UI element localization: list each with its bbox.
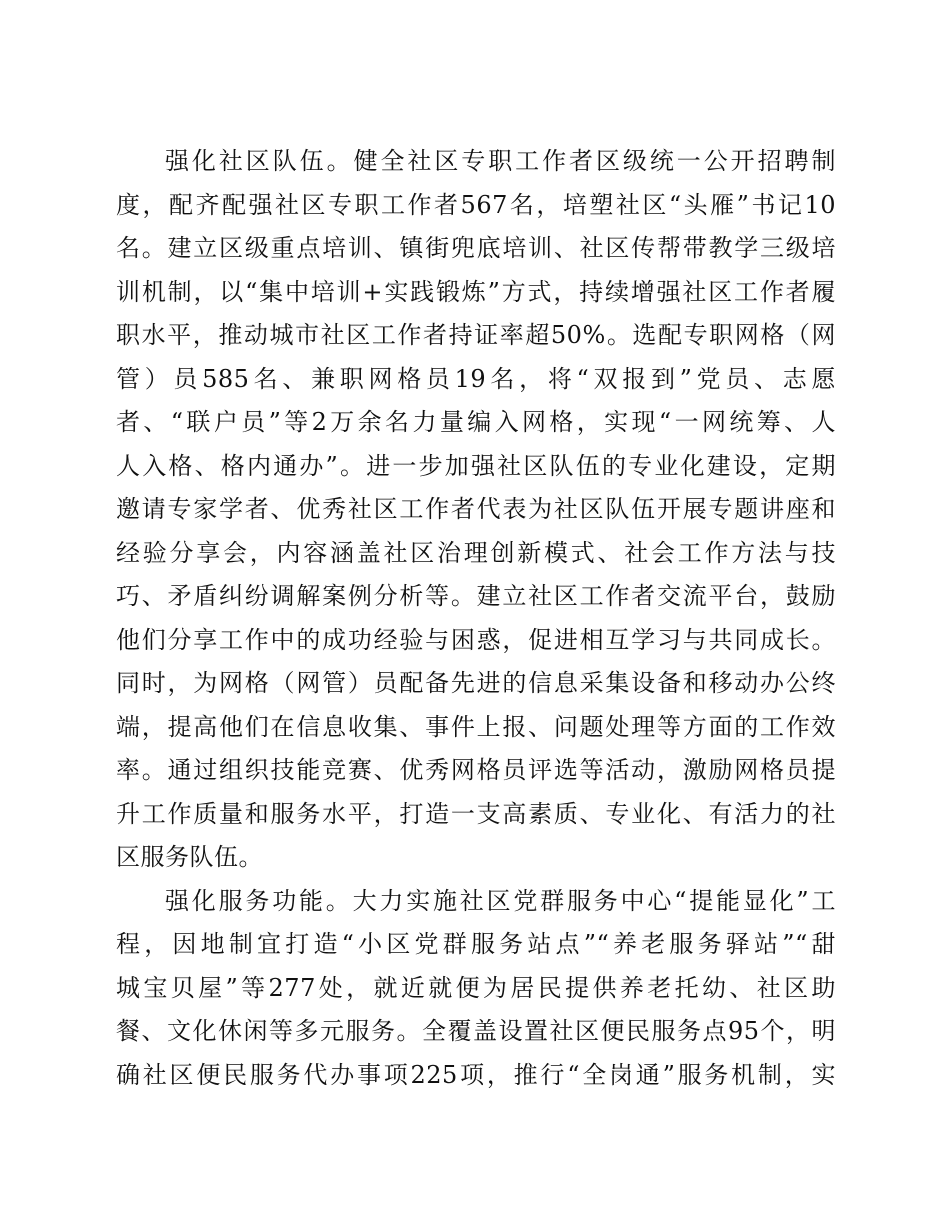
paragraph-1-line-3: 名。建立区级重点培训、镇街兜底培训、社区传帮带教学三级培 <box>116 234 836 262</box>
paragraph-1-line-1: 强化社区队伍。健全社区专职工作者区级统一公开招聘制 <box>165 147 836 175</box>
paragraph-1-line-16: 升工作质量和服务水平，打造一支高素质、专业化、有活力的社 <box>116 799 836 828</box>
paragraph-1-line-9: 邀请专家学者、优秀社区工作者代表为社区队伍开展专题讲座和 <box>116 495 836 523</box>
paragraph-1-line-5: 职水平，推动城市社区工作者持证率超50%。选配专职网格（网 <box>116 321 836 349</box>
paragraph-2-line-1: 强化服务功能。大力实施社区党群服务中心“提能显化”工 <box>165 886 836 915</box>
paragraph-1-line-12: 他们分享工作中的成功经验与困惑，促进相互学习与共同成长。 <box>116 625 836 654</box>
document-body <box>116 140 836 1097</box>
paragraph-1-line-2: 度，配齐配强社区专职工作者567名，培塑社区“头雁”书记10 <box>116 190 836 219</box>
paragraph-1-line-17: 区服务队伍。 <box>116 843 263 871</box>
paragraph-2-line-4: 餐、文化休闲等多元服务。全覆盖设置社区便民服务点95个，明 <box>116 1017 836 1045</box>
paragraph-1-line-13: 同时，为网格（网管）员配备先进的信息采集设备和移动办公终 <box>116 669 836 697</box>
paragraph-1-line-8: 人入格、格内通办”。进一步加强社区队伍的专业化建设，定期 <box>116 451 836 480</box>
paragraph-1-line-14: 端，提高他们在信息收集、事件上报、问题处理等方面的工作效 <box>116 712 836 741</box>
paragraph-1-line-15: 率。通过组织技能竞赛、优秀网格员评选等活动，激励网格员提 <box>116 756 836 784</box>
paragraph-1-line-6: 管）员585名、兼职网格员19名，将“双报到”党员、志愿 <box>116 364 836 393</box>
paragraph-2-line-5: 确社区便民服务代办事项225项，推行“全岗通”服务机制，实 <box>116 1060 836 1089</box>
paragraph-1-line-11: 巧、矛盾纠纷调解案例分析等。建立社区工作者交流平台，鼓励 <box>116 582 836 610</box>
paragraph-2-line-3: 城宝贝屋”等277处，就近就便为居民提供养老托幼、社区助 <box>116 973 836 1002</box>
paragraph-2-line-2: 程，因地制宜打造“小区党群服务站点”“养老服务驿站”“甜 <box>116 930 836 958</box>
paragraph-1-line-7: 者、“联户员”等2万余名力量编入网格，实现“一网统筹、人 <box>116 408 836 436</box>
paragraph-1-line-10: 经验分享会，内容涵盖社区治理创新模式、社会工作方法与技 <box>116 538 836 567</box>
paragraph-1-line-4: 训机制，以“集中培训+实践锻炼”方式，持续增强社区工作者履 <box>116 277 836 306</box>
